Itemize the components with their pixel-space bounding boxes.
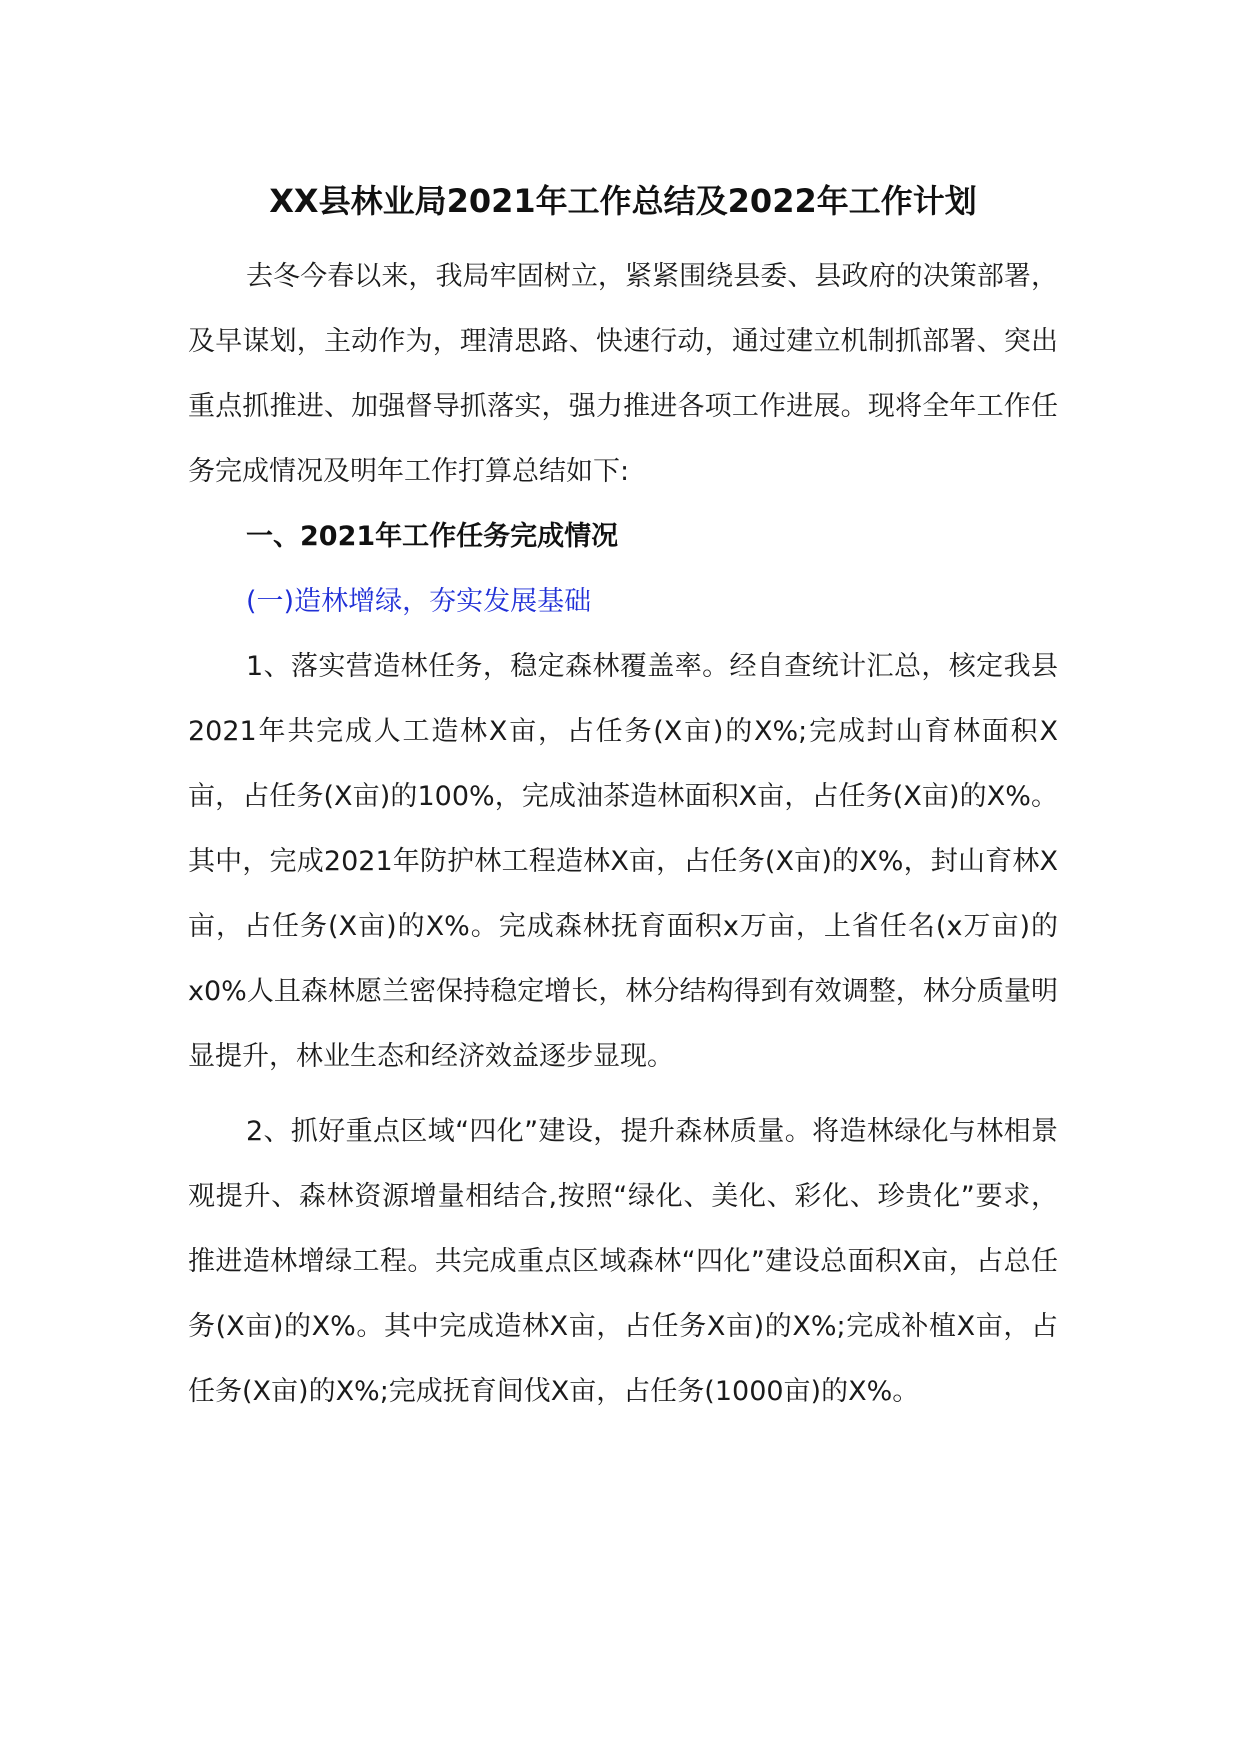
item-paragraph-2: 2、抓好重点区域“四化”建设，提升森林质量。将造林绿化与林相景观提升、森林资源增量相结合,按照“绿化、美化、彩化、珍贵化”要求，推进造林增绿工程。共完成重点区域森林“四化”建设总面积X亩，占总任务(X亩)的X%。其中完成造林X亩，占任务X亩)的X%;完成补植X亩，占任务(X亩)的X%;完成抚育间伐X亩，占任务(1000亩)的X%。: [188, 1116, 1058, 1407]
item-paragraph-1: 1、落实营造林任务，稳定森林覆盖率。经自查统计汇总，核定我县2021年共完成人工造林X亩，占任务(X亩)的X%;完成封山育林面积X亩，占任务(X亩)的100%，完成油茶造林面积X亩，占任务(X亩)的X%。其中，完成2021年防护林工程造林X亩，占任务(X亩)的X%，封山育林X亩，占任务(X亩)的X%。完成森林抚育面积x万亩，上省任名(x万亩)的x0%人且森林愿兰密保持稳定增长，林分结构得到有效调整，林分质量明显提升，林业生态和经济效益逐步显现。: [188, 651, 1058, 1072]
document-title: XX县林业局2021年工作总结及2022年工作计划: [269, 182, 977, 220]
intro-paragraph: 去冬今春以来，我局牢固树立，紧紧围绕县委、县政府的决策部署，及早谋划，主动作为，理清思路、快速行动，通过建立机制抓部署、突出重点抓推进、加强督导抓落实，强力推进各项工作进展。现将全年工作任务完成情况及明年工作打算总结如下:: [188, 261, 1058, 487]
section-heading: 一、2021年工作任务完成情况: [246, 521, 619, 552]
subsection-heading: (一)造林增绿，夯实发展基础: [246, 586, 592, 617]
document-body: [188, 178, 1058, 1424]
